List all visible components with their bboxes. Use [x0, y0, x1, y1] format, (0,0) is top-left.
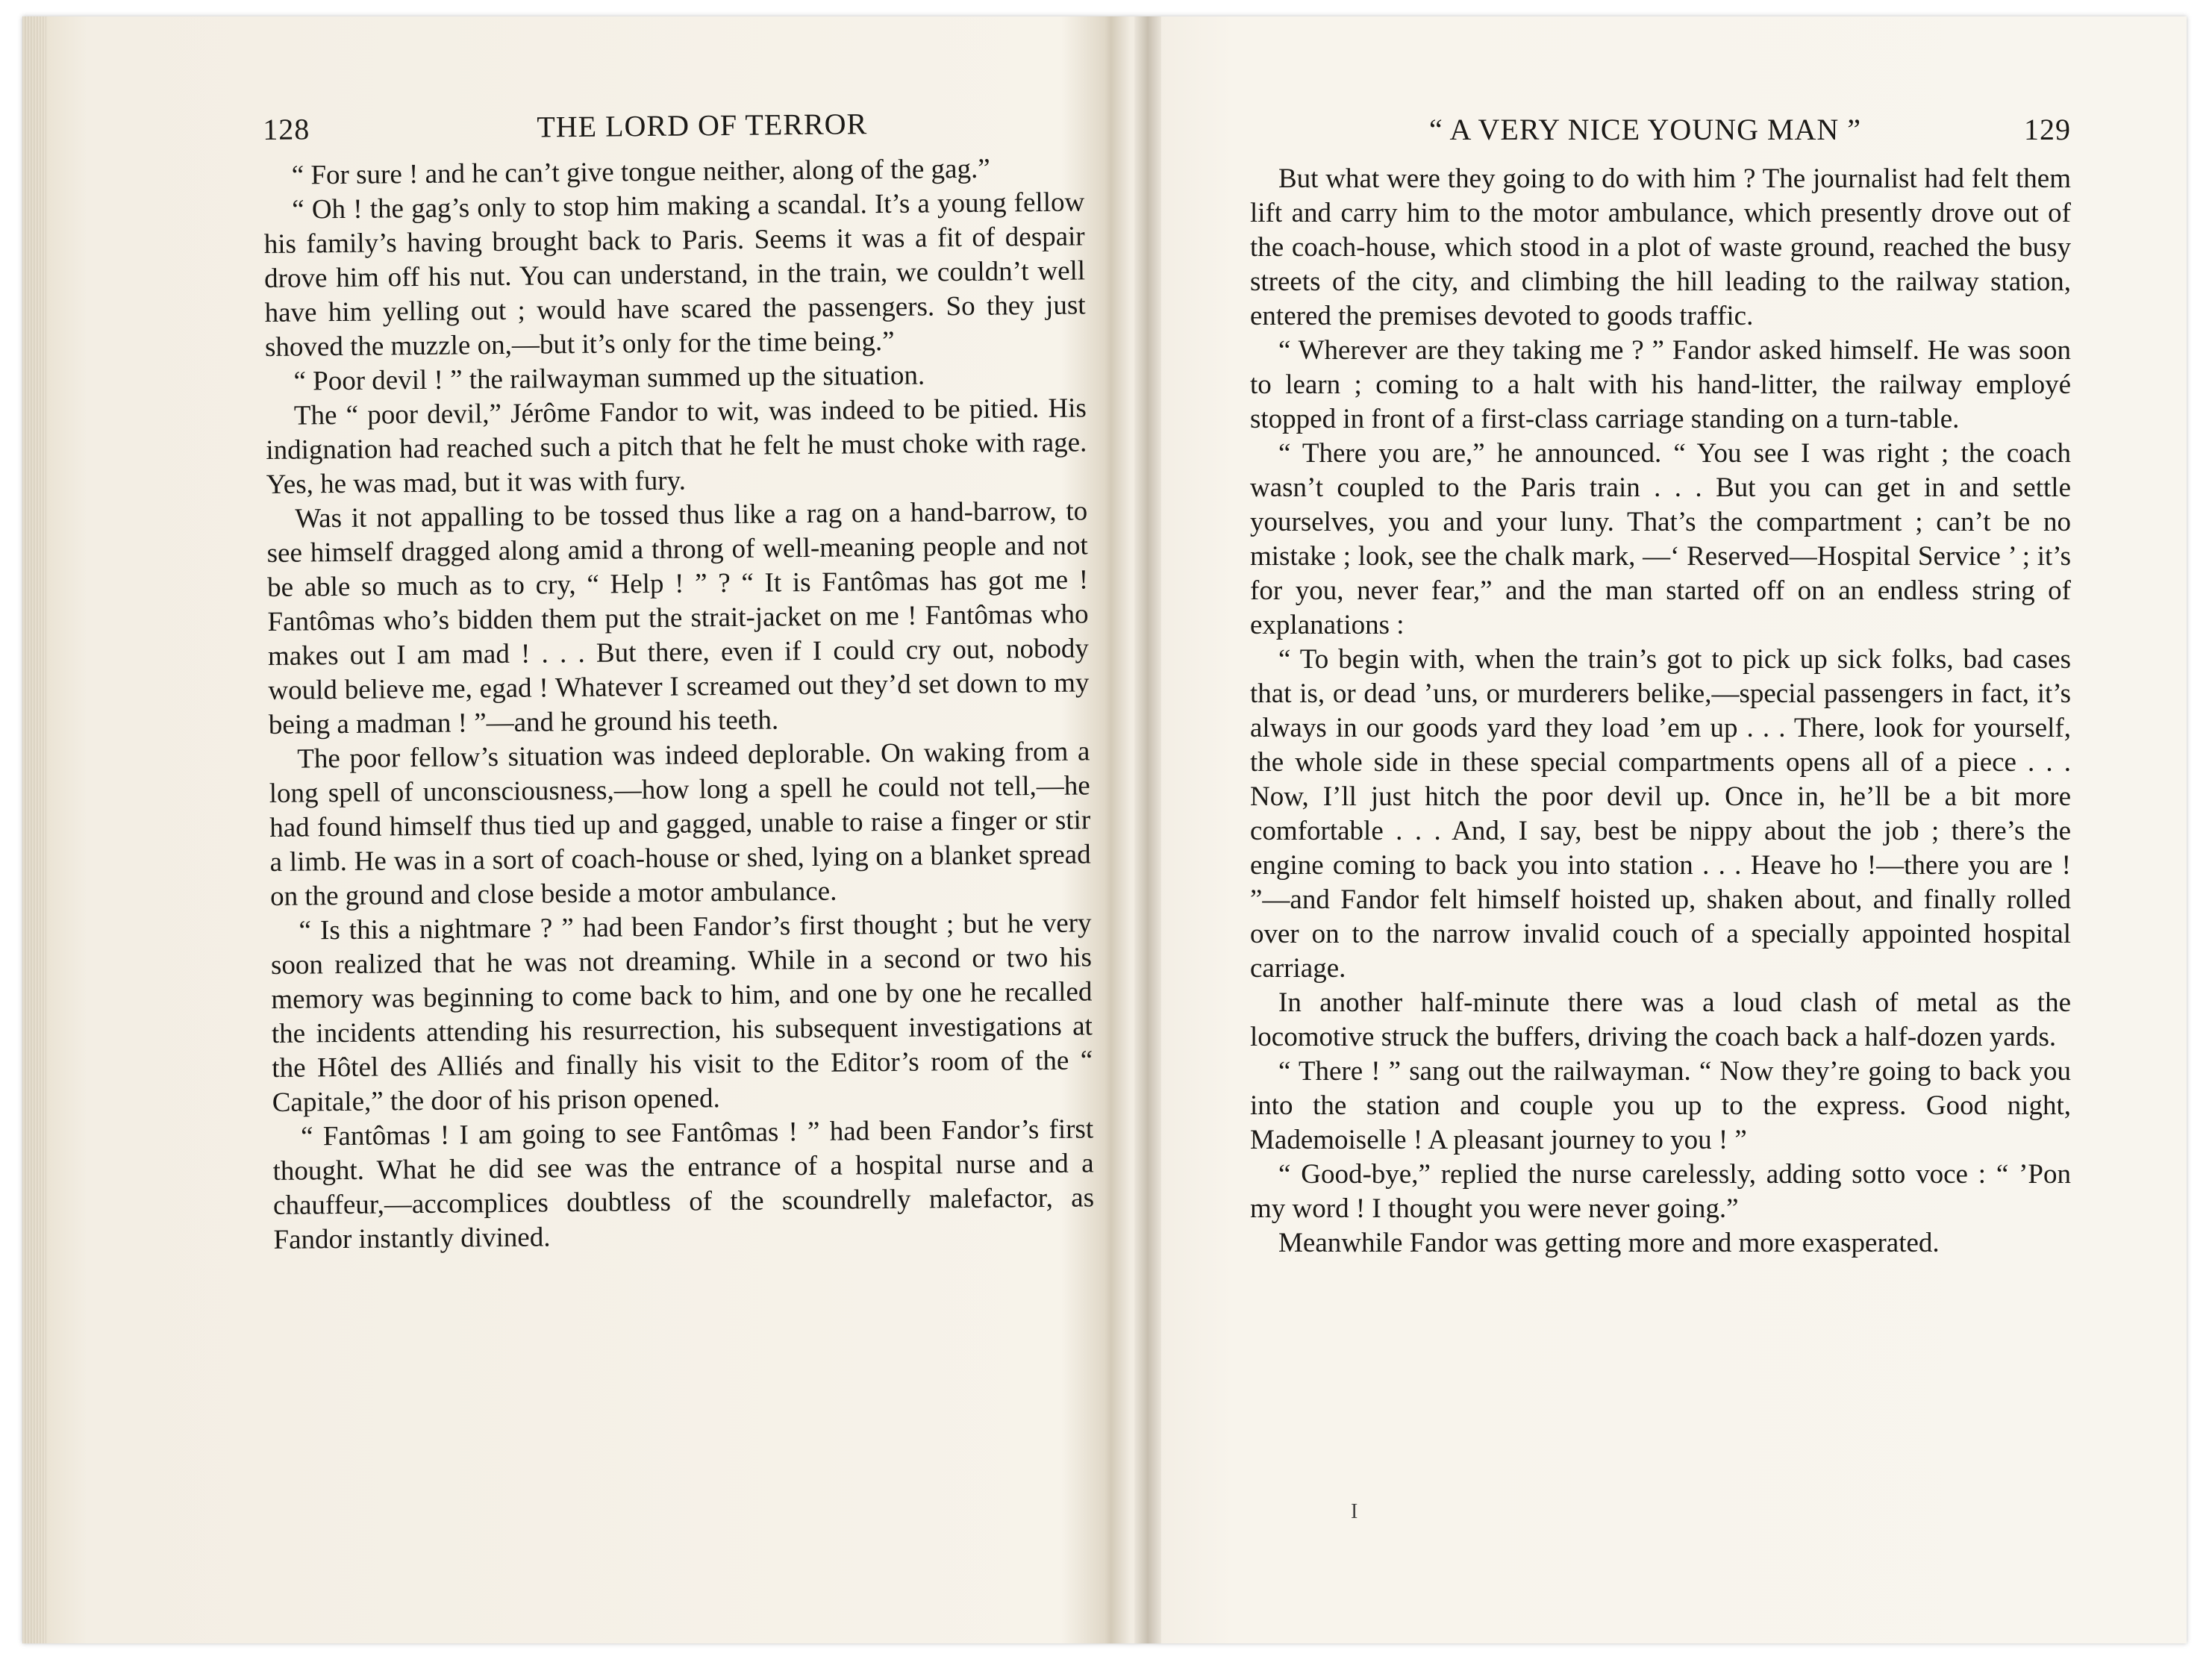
signature-mark: I	[1351, 1500, 1358, 1523]
paragraph: “ To begin with, when the train’s got to pick up sick folks, bad cases that is, or dead ’uns, or murderers belike,—special passengers in fact, it’s always in our goods yard they load ’em up . . . There, look for yourself, the whole side in these special compartments opens all of a piece . . . Now, I’ll just hitch the poor devil up. Once in, he’ll be a bit more comfortable . . . And, I say, best be nippy about the job ; there’s the engine coming to back you into station . . . Heave ho !—there you are ! ”—and Fandor felt himself hoisted up, shaken about, and finally rolled over on to the narrow invalid couch of a specially appointed hospital carriage.	[1250, 644, 2071, 984]
paragraph: “ Good-bye,” replied the nurse carelessly, adding sotto voce : “ ’Pon my word ! I thought you were never going.”	[1250, 1159, 2071, 1224]
paragraph: The “ poor devil,” Jérôme Fandor to wit, was indeed to be pitied. His indignation had reached such a pitch that he felt he must choke with rage. Yes, he was mad, but it was with fury.	[266, 393, 1087, 500]
left-page	[263, 104, 1095, 1257]
left-body-text	[263, 151, 1095, 1257]
right-running-head	[1250, 112, 2071, 147]
paragraph: In another half-minute there was a loud clash of metal as the locomotive struck the buffers, driving the coach back a half-dozen yards.	[1250, 987, 2071, 1052]
paragraph: “ Oh ! the gag’s only to stop him making a scandal. It’s a young fellow his family’s having brought back to Paris. Seems it was a fit of despair drove him off his nut. You can understand, in the train, we couldn’t well have him yelling out ; would have scared the passengers. So they just shoved the muzzle on,—but it’s only for the time being.”	[263, 187, 1086, 363]
paragraph: “ There you are,” he announced. “ You see I was right ; the coach wasn’t coupled to the Paris train . . . But you can get in and settle yourselves, you and your luny. That’s the compartment ; can’t be no mistake ; look, see the chalk mark, —‘ Reserved—Hospital Service ’ ; it’s for you, never fear,” and the man started off on an endless string of explanations :	[1250, 438, 2071, 640]
left-running-title: THE LORD OF TERROR	[537, 107, 868, 144]
book-gutter	[1134, 16, 1161, 1643]
paragraph: “ For sure ! and he can’t give tongue neither, along of the gag.”	[291, 153, 990, 191]
left-running-head	[263, 104, 1084, 147]
right-page-number: 129	[2024, 113, 2071, 146]
paragraph: Was it not appalling to be tossed thus like a rag on a hand-barrow, to see himself dragged along amid a throng of well-meaning people and not be able so much as to cry, “ Help ! ” ? “ It is Fantômas has got me ! Fantômas who’s bidden them put the strait-jacket on me ! Fantômas who makes out I am mad ! . . . But there, even if I could cry out, nobody would believe me, egad ! Whatever I screamed out they’d set down to my being a madman ! ”—and he ground his teeth.	[266, 496, 1090, 740]
paragraph: But what were they going to do with him ? The journalist had felt them lift and carry him to the motor ambulance, which presently drove out of the coach-house, which stood in a plot of waste ground, reached the busy streets of the city, and climbing the hill leading to the railway station, entered the premises devoted to goods traffic.	[1250, 163, 2071, 331]
left-page-number: 128	[263, 112, 310, 146]
page-edges	[22, 16, 46, 1643]
paragraph: Meanwhile Fandor was getting more and more exasperated.	[1278, 1228, 1940, 1258]
paragraph: “ Wherever are they taking me ? ” Fandor asked himself. He was soon to learn ; coming to a halt with his hand-litter, the railway employé stopped in front of a first-class carriage standing on a turn-table.	[1250, 335, 2071, 434]
right-running-title: “ A VERY NICE YOUNG MAN ”	[1429, 113, 1862, 146]
right-page	[1250, 112, 2071, 1261]
paragraph: “ Is this a nightmare ? ” had been Fandor’s first thought ; but he very soon realized that he was not dreaming. While in a second or two his memory was beginning to come back to him, and one by one he recalled the incidents attending his resurrection, his subsequent investigations at the Hôtel des Alliés and finally his visit to the Editor’s room of the “ Capitale,” the door of his prison opened.	[270, 908, 1093, 1118]
right-body-text	[1250, 162, 2071, 1261]
paragraph: “ Fantômas ! I am going to see Fantômas ! ” had been Fandor’s first thought. What he did see was the entrance of a hospital nurse and a chauffeur,—accomplices doubtless of the scoundrelly malefactor, as Fandor instantly divined.	[272, 1114, 1095, 1255]
paragraph: “ There ! ” sang out the railwayman. “ Now they’re going to back you into the station and couple you up to the express. Good night, Mademoiselle ! A pleasant journey to you ! ”	[1250, 1056, 2071, 1155]
paragraph: The poor fellow’s situation was indeed deplorable. On waking from a long spell of unconsciousness,—how long a spell he could not tell,—he had found himself thus tied up and gagged, unable to raise a finger or stir a limb. He was in a sort of coach-house or shed, lying on a blanket spread on the ground and close beside a motor ambulance.	[269, 736, 1091, 912]
paragraph: “ Poor devil ! ” the railwayman summed up the situation.	[293, 360, 925, 397]
